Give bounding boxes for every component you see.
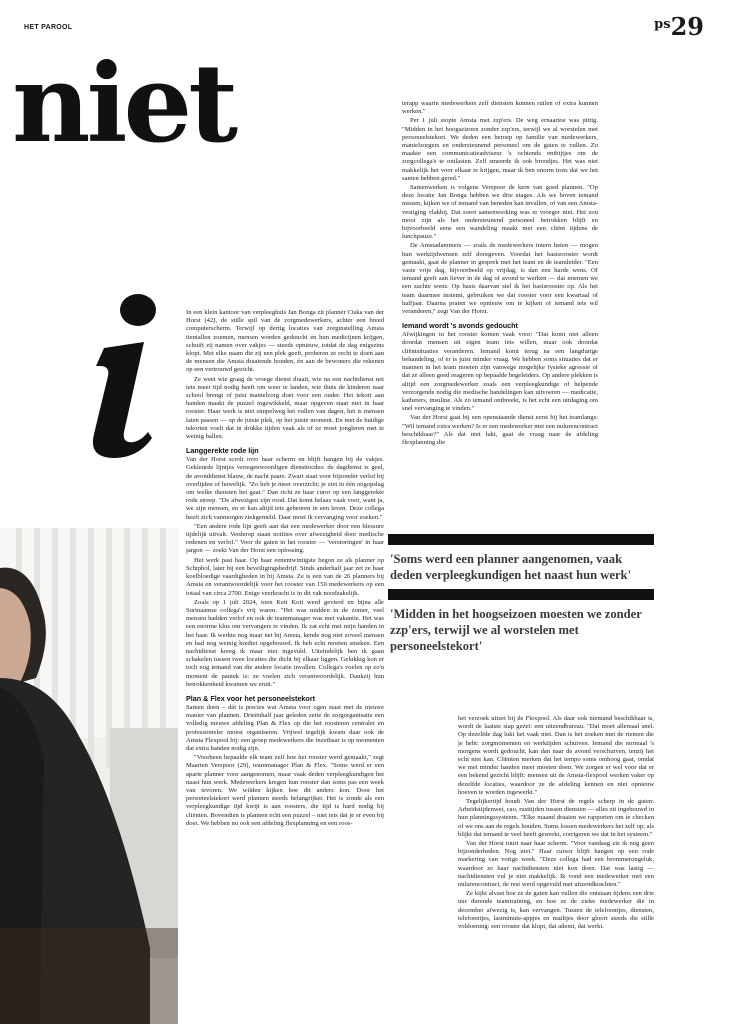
pull-quote-2: 'Midden in het hoogseizoen moesten we zonder zzp'ers, terwijl we al worstelen met personeelstekort': [390, 607, 642, 653]
headline-fragment: niet: [12, 41, 235, 167]
page-number: 29: [670, 12, 704, 41]
body-paragraph: het verzoek uitzet bij de Flexpool. Als daar ook niemand beschikbaar is, wordt de laatste stap gezet: een uitzendbureau. "Dat moet allemaal snel. Op dezelfde dag lukt het vaak niet. Dan is het zoeken met de riemen die je hebt: zorgmomenten en werktijden schuiven. Iemand die normaal 's morgens wordt gedoucht, kan dan naar de avond verschuiven, tenzij het echt niet kan. Cliënten merken dat het tempo soms omhoog gaat, omdat we met minder handen meer moeten doen. We zorgen er wel voor dat er een bekend gezicht blijft: mensen uit de Amsta-flexpool werken vaker op dezelfde locaties, waardoor ze de afdeling kennen en niet opnieuw hoeven te worden ingewerkt.": [458, 715, 654, 796]
subheading-langgerekte-rode-lijn: Langgerekte rode lijn: [186, 446, 259, 456]
article-column-3: [458, 715, 654, 1020]
body-paragraph: Van der Horst scrolt over haar scherm en blijft hangen bij de vakjes. Gekleurde lijntjes vertegenwoordigen diensttocdes: de dagdienst is geel, de avonddienst blauw, de nacht paars. Zwart staat voor bijzonder verlof bij overlijden of huwelijk. "Zo heb je meer overzicht; je ziet in één oogopslag om welke diensten het gaat." Dan richt ze haar curor op een langgerekte rode streep. "De afwezigen zijn rood. Dat komt helaas vaak voor, want ja, we zijn mensen, en er kan altijd iets gebeuren in een leven. Deze collega heeft zich vanmorgen ziekgemeld. Daar moet ik vervanging voor zoeken.": [186, 456, 384, 521]
article-column-2: [402, 100, 598, 528]
quote-bar: [388, 534, 654, 545]
planner-photo: [0, 528, 178, 1024]
body-paragraph: "Een andere rode lijn geeft aan dat een medewerker door een blessure tijdelijk uitvalt. Verderop staan notities over afwezigheid door medische redenen en verlof." Voor de gaten in het rooster — 'verstoringen' in haar jargon — zoekt Van der Horst een oplossing.: [186, 522, 384, 555]
drop-initial-i: [78, 292, 170, 460]
body-paragraph: terapp waarin medewerkers zelf diensten kunnen ruilen of extra kunnen werken.": [402, 100, 598, 116]
subheading-plan-flex: Plan & Flex voor het personeelstekort: [186, 693, 316, 703]
page-number-block: [654, 12, 704, 41]
subheading-avonds-gedoucht: Iemand wordt 's avonds gedoucht: [402, 321, 518, 331]
body-paragraph: "Voorheen bepaalde elk team zelf hoe het rooster werd gemaakt," zegt Maarten Verspoor (29), teammanager Plan & Flex. "Soms werd er een aparte planner voor aangenomen, maar vaak deden verpleegkundigen het naast hun werk. Medewerkers kregen hun rooster dan soms pas een week van tevoren. We wilden kijken hoe dit anders kon. Door het personeelstekort werd plannen steeds belangrijker. Het is zonde als een verpleegkundige tijd kwijt is aan roosters, die tijd is hard nodig bij cliënten. Bovendien is plannen echt een puzzel – niet iets dat je er even bij doet. We hebben nu ook een afdeling flexplanning en een roos-: [186, 754, 384, 827]
quote-bar: [388, 589, 654, 600]
body-paragraph: Samenwerken is volgens Verspoor de kern van goed plannen. "Op deze locatie Jan Bonga hebben we drie etages. Als we boven iemand missen, kijken we of iemand van beneden kan invallen, of van een Amsta-vestiging vlakbij. Dat soort samenwerking was er vroeger niet. Het zou mooi zijn als het ondersteunend personeel betrokken blijft en bijvoorbeeld eens een wandeling maakt met een cliënt tijdens de lunchpauze.": [402, 184, 598, 241]
body-paragraph: De Amstadammers — zoals de medewerkers intern heten — mogen hun werktijdwensen zelf doorgeven. Voordat het basisrooster wordt gemaakt, gaat de planner in gesprek met het team en de teamleider. "Een vaste vrije dag, bijvoorbeeld op vrijdag, is dan een harde wens. Of iemand geeft aan liever in de dag of avond te werken — dat noemen we een zachte wens. Op basis daarvan stel ik het basisrooster op. Als het team daarmee instemt, gebruiken we dat rooster voor een kwartaal of halfjaar. Daarna praten we opnieuw om te kijken of iemand iets wil veranderen," zegt Van der Horst.: [402, 242, 598, 316]
body-paragraph: Afwijkingen in het rooster komen vaak voor: "Dat komt niet alleen doordat mensen uit eigen team iets willen, maar ook doordat cliëntsituaties veranderen. Iemand komt terug na een langdurige behandeling, of er is juist minder vraag. We hebben soms situaties dat er mannen in het team moeten zijn vanwege mogelijke fysieke agressie of dat ze alleen goed reageren op bepaalde begeleiders. Op andere plekken is altijd een zorgmedewerker zoals een verpleegkundige of helpende verzorgende nodig die medische handelingen kan uitvoeren — medicatie, katheters, insuline. Als zo iemand ontbreekt, is het echt een uitdaging om snel vervanging te vinden.": [402, 331, 598, 413]
body-paragraph: Ze weet wie graag de vroege dienst draait, wie na een nachtdienst net iets meer tijd nodig heeft om weer te landen, wie thuis de kinderen naar school brengt of juist mantelzorg doet voor een ouder. Het tekort aan handen maakt de puzzel ingewikkeld, maar opgeven staat niet in haar rooster. Haar werk is niet simpelweg het vullen van dagen, het is mensen laten passen — op de juiste plek, op het juiste moment. En met de huidige tekorten voelt dat in drukke tijden vaak als of ze moet jongleren met te weinig ballen.: [186, 375, 384, 441]
body-paragraph: Zoals op 1 juli 2024, toen Keti Koti werd gevierd en bijna alle Surinaamse collega's vrij waren. "Het was midden in de zomer, veel mensen hadden verlof en ook de teammanager was met vakantie. Het was een enorme klus om vervangers te vinden. Ik zat echt met mijn handen in het haar. Ik werkte nog maar net bij Amsta, kende nog niet zoveel mensen en had nog weinig krediet opgebouwd. Ik heb echt moeten smeken. Een nachtdienst kreeg ik maar niet ingevuld. Uiteindelijk ben ik gaan schakelen tussen twee locaties die dicht bij elkaar liggen. Gelukkig kon er toch nog iemand van die andere locatie invallen. Collega's voelen op zo'n moment de paniek is: ze voelen zich verantwoordelijk. Dankzij hun betrokkenheid kwamen we eruit.": [186, 598, 384, 688]
body-paragraph: Ze kijkt alvast hoe ze de gaten kan vullen die ontstaan tijdens een drie uur durende teamtraining, en hoe ze de zieke medewerker die in december afwezig is, kan vervangen. Tussen de telefoontjes, diensten, telefoontjes, lastminute-appjes en mailtjes door gloort steeds die stille voldoening: een rooster dat klopt, dat ademt, dat werkt.: [458, 890, 654, 931]
body-paragraph: Samen doen – dát is precies wat Amsta voor ogen staat met de nieuwe manier van plannen. Drieënhalf jaar geleden zette de zorgorganisatie een volledig nieuwe afdeling Plan & Flex op die het roosteren centraler en professioneler moest organiseren. Vrijwel tegelijk kwam daar ook de Amsta Flexpool bij: een groep medewerkers die inzetbaar is op momenten dat extra handen nodig zijn.: [186, 703, 384, 752]
publication-name: HET PAROOL: [24, 24, 73, 31]
body-paragraph: Van der Horst gaat bij een openstaande dienst eerst bij het teamlangs: "Wil iemand extra werken? Is er een medewerker met een nulurencontract beschikbaar?" Als dat niet lukt, gaat de vraag naar de afdeling flexplanning die: [402, 414, 598, 446]
body-paragraph: Tegelijkertijd houdt Van der Horst de regels scherp in de gaten: Arbeidstijdenwet, cao, rusttijden tussen diensten — alles zit ingebouwd in hun planningssysteem. "Elke maand draaien we rapporten om te checken of we ons aan de regels houden. Soms lossen medewerkers het zelf op; als blijkt dat iemand te veel heeft gewerkt, corrigeren we dat in het systeem.": [458, 798, 654, 838]
intro-paragraph: In een klein kantoor van verpleeghuis Jan Bonga zit planner Ciska van der Horst (42), de stille spil van de zorgmedewerkers, achter een breed computerscherm. Terwijl op dertig locaties van zorginstelling Amsta tientallen zoemen, mensen worden gedoucht en hun medicijnen krijgen, schuift zij namen over vakjes — steeds opnieuw, totdat de dag enigszins klopt. Met elke naam die zij een plek geeft, proberen ze recht te doen aan de mensen die Amsta draaiende houden, én aan de bewoners die rekenen op een vertrouwd gezicht.: [186, 309, 384, 374]
article-column-1: [186, 309, 384, 1024]
body-paragraph: Het werk past haar. Op haar eenentwintigste begon ze als planner op Schiphol, later bij een beveiligingsbedrijf. Sinds anderhalf jaar zet ze haar koelbloedige vaardigheden in bij Amsta. Ze is een van de 26 planners bij Amsta en verantwoordelijk voor het rooster van 150 medewerkers op een totaal van circa 2700. Enige veerkracht is in dit vak noodzakelijk.: [186, 556, 384, 597]
body-paragraph: Per 1 juli stopte Amsta met zzp'ers. De weg ernaartoe was pittig. "Midden in het hoogseizoen zonder zzp'ers, terwijl we al worstelen met personeelstekort. We deden een beroep op familie van medewerkers, mantelzorgers en ondersteunend personeel om de gaten te vullen. Zo maakte een communicatieadviseur 's ochtends ontbijtjes om de zorgcollega's te ontlasten. Zelf smeerde ik ook broodjes. Het was niet makkelijk het voor elkaar te krijgen, maar ik ben enorm trots dat we het samen hebben gered.": [402, 117, 598, 182]
section-label: ps: [654, 17, 671, 32]
pull-quotes: [388, 534, 654, 694]
pull-quote-1: 'Soms werd een planner aangenomen, vaak deden verpleegkundigen het naast hun werk': [390, 552, 632, 582]
body-paragraph: Van der Horst tuurt naar haar scherm. "Voor vandaag zie ik nog geen bijzonderheden. Nog niet." Haar cursor blijft hangen op een rode markering van vorige week. "Deze collega had een brommerongeluk, waardoor ze haar nachtdiensten niet kon doen. Dat was lastig — nachtdiensten vul je niet makkelijk. Ik vond een medewerker met een nulurencontract, de rest werd opgevuld met uitzendkrachten.": [458, 840, 654, 889]
